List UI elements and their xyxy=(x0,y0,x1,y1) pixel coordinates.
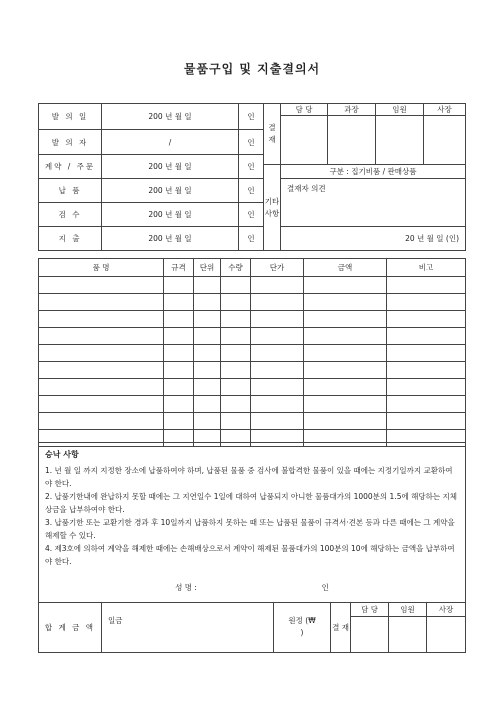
total-sign-staff[interactable] xyxy=(351,617,389,653)
row-label-proposer: 발 의 자 xyxy=(39,130,102,155)
seal-proposer[interactable]: 인 xyxy=(239,130,264,155)
total-label: 합 계 금 액 xyxy=(39,603,102,653)
row-value-propose-date[interactable]: 200 년 월 일 xyxy=(102,104,239,130)
signature-seal[interactable]: 인 xyxy=(321,583,329,592)
row-label-propose-date: 발 의 일 xyxy=(39,104,102,130)
amount-won-label: 원정 (₩ xyxy=(288,616,316,625)
row-label-payment: 지 출 xyxy=(39,227,102,251)
etc-label: 기타 사항 xyxy=(264,165,281,251)
items-table xyxy=(38,258,466,447)
column-header: 품 명 xyxy=(39,259,164,277)
row-value-delivery[interactable]: 200 년 월 일 xyxy=(102,179,239,203)
amount-close: ) xyxy=(300,628,304,637)
total-role-president: 사장 xyxy=(427,603,466,617)
signature-line[interactable] xyxy=(45,582,459,593)
table-row[interactable] xyxy=(39,396,466,413)
terms-item: 4. 제3호에 의하여 계약을 해제한 때에는 손해배상으로서 계약이 해제된 물품대가의 100분의 10에 해당하는 금액을 납부하여야 한다. xyxy=(45,544,455,566)
page-title: 물품구입 및 지출결의서 xyxy=(183,62,321,76)
seal-contract[interactable]: 인 xyxy=(239,155,264,179)
header-table xyxy=(38,103,466,251)
approval-sign-staff[interactable] xyxy=(281,116,328,165)
row-value-inspection[interactable]: 200 년 월 일 xyxy=(102,203,239,227)
terms-heading: 승낙 사항 xyxy=(45,450,79,459)
column-header: 규격 xyxy=(164,259,194,277)
table-row[interactable] xyxy=(39,294,466,311)
category-select[interactable]: 구분 : 집기비품 / 판매상품 xyxy=(281,165,466,179)
approval-role-president: 사장 xyxy=(424,104,466,116)
row-label-delivery: 납 품 xyxy=(39,179,102,203)
seal-inspection[interactable]: 인 xyxy=(239,203,264,227)
terms-item: 1. 년 월 일 까지 지정한 장소에 납품하여야 하며, 납품된 물품 중 검사에 불합격한 물품이 있을 때에는 지정기일까지 교환하여야 한다. xyxy=(45,466,453,488)
signature-label: 성 명 : xyxy=(175,583,197,592)
row-value-contract[interactable]: 200 년 월 일 xyxy=(102,155,239,179)
table-row[interactable] xyxy=(39,277,466,294)
terms-item: 3. 납품기한 또는 교환기한 경과 후 10일까지 납품하지 못하는 때 또는 납품된 물품이 규격서·견본 등과 다른 때에는 그 계약을 해제할 수 있다. xyxy=(45,518,455,540)
table-row[interactable] xyxy=(39,362,466,379)
seal-delivery[interactable]: 인 xyxy=(239,179,264,203)
total-role-executive: 임원 xyxy=(389,603,427,617)
items-header-row xyxy=(39,259,466,277)
column-header: 수량 xyxy=(221,259,251,277)
approval-sign-president[interactable] xyxy=(424,116,466,165)
approval-sign-executive[interactable] xyxy=(376,116,424,165)
total-sign-executive[interactable] xyxy=(389,617,427,653)
table-row[interactable] xyxy=(39,311,466,328)
terms-section xyxy=(39,443,466,603)
approval-label: 결 재 xyxy=(264,104,281,165)
terms-item: 2. 납품기한내에 완납하지 못할 때에는 그 지연일수 1일에 대하여 납품되지 아니한 물품대가의 1000분의 1.5에 해당하는 지체상금을 납부하여야 한다. xyxy=(45,492,457,514)
row-value-payment[interactable]: 200 년 월 일 xyxy=(102,227,239,251)
seal-propose-date[interactable]: 인 xyxy=(239,104,264,130)
approver-opinion[interactable]: 결재자 의견 xyxy=(281,179,466,227)
table-row[interactable] xyxy=(39,379,466,396)
table-row[interactable] xyxy=(39,345,466,362)
total-approval-label: 결 재 xyxy=(331,603,351,653)
table-row[interactable] xyxy=(39,328,466,345)
approval-role-staff: 담 당 xyxy=(281,104,328,116)
row-label-contract: 계약 / 주문 xyxy=(39,155,102,179)
approval-role-manager: 과장 xyxy=(328,104,376,116)
seal-payment[interactable]: 인 xyxy=(239,227,264,251)
approval-sign-manager[interactable] xyxy=(328,116,376,165)
row-label-inspection: 검 수 xyxy=(39,203,102,227)
amount-won[interactable] xyxy=(274,603,331,653)
amount-prefix[interactable]: 일금 xyxy=(102,603,274,653)
column-header: 금액 xyxy=(304,259,387,277)
total-role-staff: 담 당 xyxy=(351,603,389,617)
approval-role-executive: 임원 xyxy=(376,104,424,116)
column-header: 단가 xyxy=(251,259,304,277)
table-row[interactable] xyxy=(39,413,466,430)
total-sign-president[interactable] xyxy=(427,617,466,653)
column-header: 단위 xyxy=(194,259,221,277)
terms-table xyxy=(38,442,466,653)
opinion-date[interactable]: 20 년 월 일 (인) xyxy=(281,227,466,251)
row-value-proposer[interactable]: / xyxy=(102,130,239,155)
column-header: 비고 xyxy=(387,259,466,277)
